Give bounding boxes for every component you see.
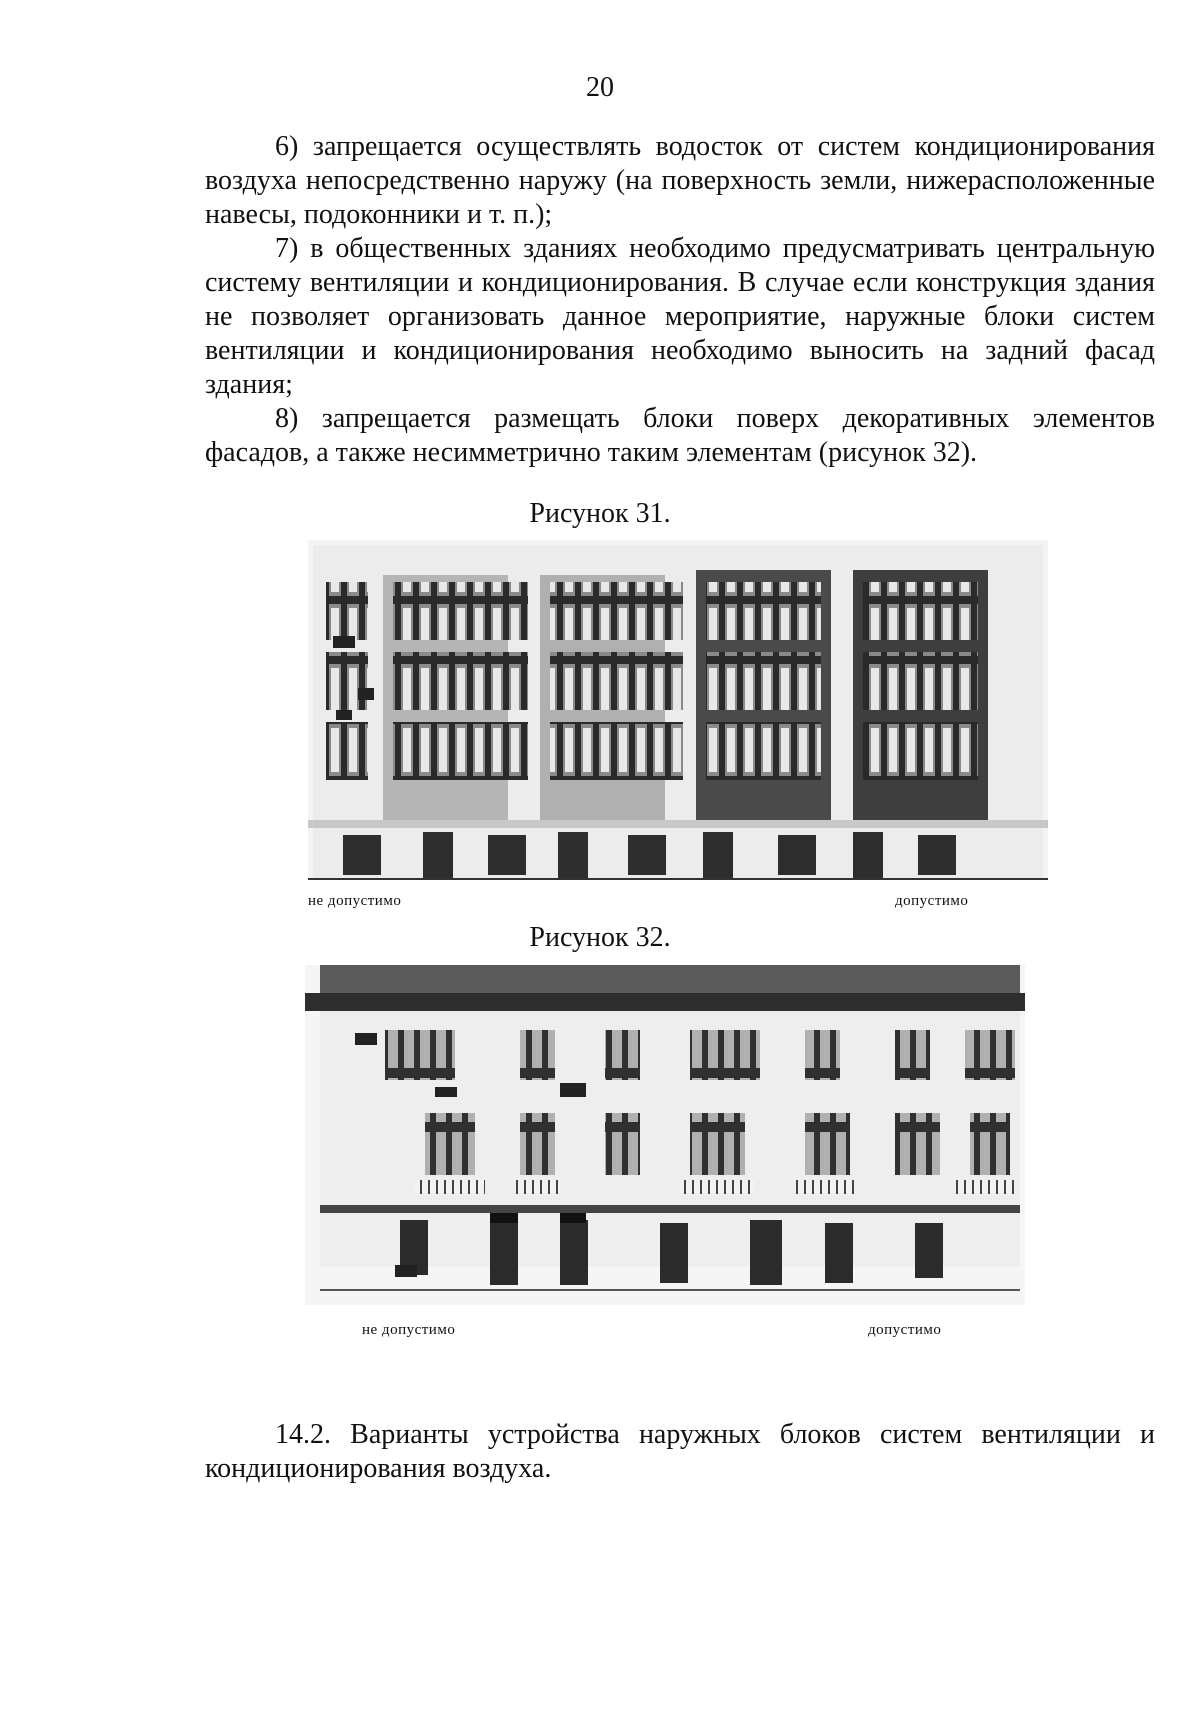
- figure-32-label-not-allowed: не допустимо: [362, 1322, 456, 1338]
- figure-31-label-allowed: допустимо: [895, 893, 969, 909]
- paragraph-6: 6) запрещается осуществлять водосток от систем кондиционирования воздуха непосредственно наружу (на поверхность земли, нижерасположенные навесы, подоконники и т. п.);: [205, 131, 1155, 230]
- figure-32-caption: Рисунок 32.: [529, 922, 671, 953]
- figure-31-label-not-allowed: не допустимо: [308, 893, 402, 909]
- page-number: 20: [586, 72, 614, 103]
- body-text-bottom: [205, 1418, 1155, 1486]
- figure-32-label-allowed: допустимо: [868, 1322, 942, 1338]
- paragraph-14-2: 14.2. Варианты устройства наружных блоков систем вентиляции и кондиционирования воздуха.: [205, 1419, 1155, 1484]
- paragraph-8: 8) запрещается размещать блоки поверх декоративных элементов фасадов, а также несимметрично таким элементам (рисунок 32).: [205, 403, 1155, 468]
- figure-31-image: [308, 540, 1048, 880]
- figure-32-image: [305, 965, 1025, 1305]
- paragraph-7: 7) в общественных зданиях необходимо предусматривать центральную систему вентиляции и кондиционирования. В случае если конструкция здания не позволяет организовать данное мероприятие, наружные блоки систем вентиляции и кондиционирования необходимо выносить на задний фасад здания;: [205, 233, 1155, 400]
- body-text-top: [205, 130, 1155, 470]
- figure-31-caption: Рисунок 31.: [529, 498, 671, 529]
